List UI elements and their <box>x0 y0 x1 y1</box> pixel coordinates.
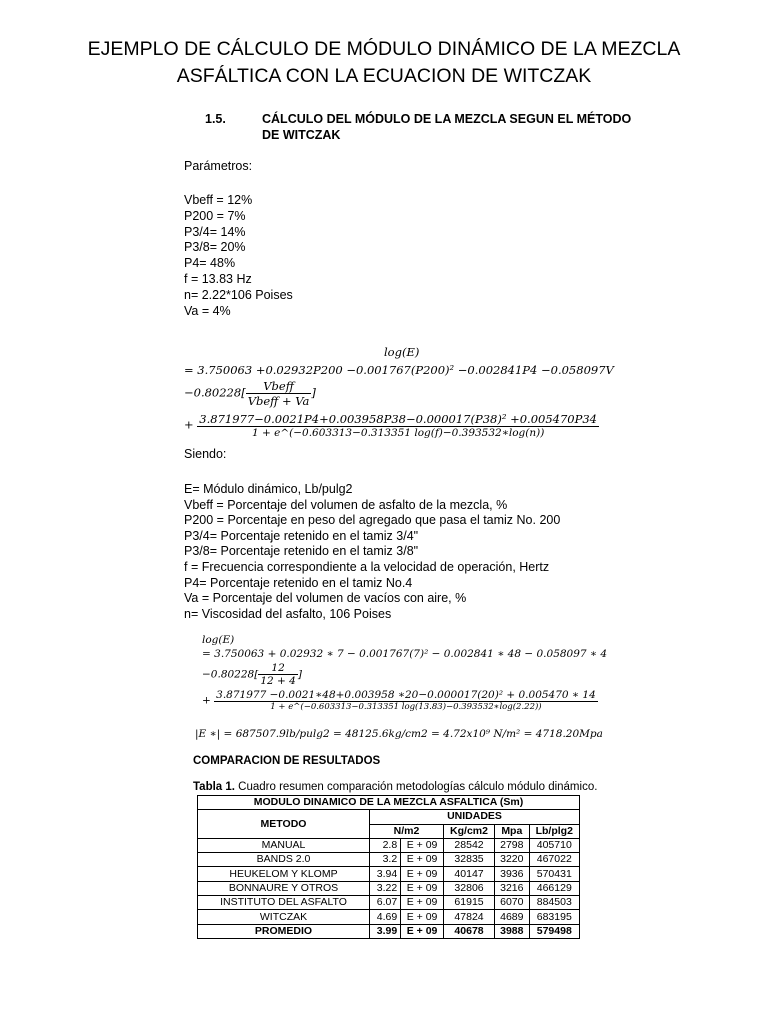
table-row <box>198 867 580 881</box>
cell-metodo: MANUAL <box>198 838 370 852</box>
cell-nm2-mantissa: 3.22 <box>370 881 401 895</box>
big-fraction <box>197 412 599 439</box>
fraction-denominator: Vbeff + Va <box>247 394 310 408</box>
unit-header-kgcm2: Kg/cm2 <box>443 824 494 838</box>
cell-mpa: 3216 <box>495 881 530 895</box>
cell-lbplg2: 570431 <box>529 867 579 881</box>
unit-header-mpa: Mpa <box>495 824 530 838</box>
unit-header-nm2: N/m2 <box>370 824 444 838</box>
cell-kgcm2: 28542 <box>443 838 494 852</box>
table-title: MODULO DINAMICO DE LA MEZCLA ASFALTICA (Sm) <box>198 796 580 810</box>
document-title-line-2: ASFÁLTICA CON LA ECUACION DE WITCZAK <box>176 65 592 87</box>
cell-kgcm2: 40678 <box>443 924 494 938</box>
comparison-heading: COMPARACION DE RESULTADOS <box>193 755 381 767</box>
equation-line-1: = 3.750063 +0.02932P200 −0.001767(P200)² −0.002841P4 −0.058097V <box>184 363 614 377</box>
plus-sign: + <box>184 417 194 432</box>
big-fraction-numerator: 3.871977−0.0021P4+0.003958P38−0.000017(P38)² +0.005470P34 <box>199 412 597 426</box>
parameter-item: n= 2.22*106 Poises <box>184 287 293 302</box>
equation2-lhs: log(E) <box>202 634 235 646</box>
parameter-item: P3/8= 20% <box>184 240 246 255</box>
equation-lhs: log(E) <box>384 345 420 359</box>
metodo-header: METODO <box>198 810 370 839</box>
cell-nm2-mantissa: 3.94 <box>370 867 401 881</box>
cell-mpa: 4689 <box>495 910 530 924</box>
cell-lbplg2: 466129 <box>529 881 579 895</box>
cell-metodo: WITCZAK <box>198 910 370 924</box>
cell-kgcm2: 40147 <box>443 867 494 881</box>
equation2-line-2 <box>202 662 302 687</box>
table-row <box>198 896 580 910</box>
vbeff-fraction <box>246 379 312 408</box>
parameters-label: Parámetros: <box>184 159 253 173</box>
siendo-label: Siendo: <box>184 447 227 461</box>
parameter-item: P200 = 7% <box>184 208 246 223</box>
unit-header-lbplg2: Lb/plg2 <box>529 824 579 838</box>
table-caption <box>193 781 597 793</box>
cell-nm2-mantissa: 3.2 <box>370 853 401 867</box>
equation2-fraction-numerator: 12 <box>258 662 298 675</box>
cell-mpa: 3220 <box>495 853 530 867</box>
section-number: 1.5. <box>205 112 226 126</box>
cell-metodo: BANDS 2.0 <box>198 853 370 867</box>
section-title: CÁLCULO DEL MÓDULO DE LA MEZCLA SEGUN EL MÉTODO DE WITCZAK <box>262 112 632 142</box>
cell-nm2-exponent: E + 09 <box>401 838 444 852</box>
definition-item: Va = Porcentaje del volumen de vacíos con aire, % <box>184 591 467 606</box>
cell-nm2-exponent: E + 09 <box>401 924 444 938</box>
table-row <box>198 853 580 867</box>
equation2-big-numerator: 3.871977 −0.0021∗48+0.003958 ∗20−0.000017(20)² + 0.005470 ∗ 14 <box>216 689 596 701</box>
definition-item: n= Viscosidad del asfalto, 106 Poises <box>184 606 392 621</box>
cell-nm2-mantissa: 3.99 <box>370 924 401 938</box>
parameter-item: f = 13.83 Hz <box>184 271 252 286</box>
definition-item: E= Módulo dinámico, Lb/pulg2 <box>184 482 353 496</box>
equation-bracket-open: −0.80228[ <box>184 385 246 400</box>
equation-line-3 <box>184 412 599 439</box>
table-row <box>198 838 580 852</box>
cell-nm2-exponent: E + 09 <box>401 881 444 895</box>
cell-mpa: 6070 <box>495 896 530 910</box>
cell-lbplg2: 884503 <box>529 896 579 910</box>
cell-lbplg2: 405710 <box>529 838 579 852</box>
definition-item: f = Frecuencia correspondiente a la velocidad de operación, Hertz <box>184 559 550 574</box>
parameter-item: Va = 4% <box>184 303 231 318</box>
parameter-item: P4= 48% <box>184 256 236 271</box>
cell-kgcm2: 61915 <box>443 896 494 910</box>
definition-item: Vbeff = Porcentaje del volumen de asfalto de la mezcla, % <box>184 497 508 512</box>
equation2-line-1: = 3.750063 + 0.02932 ∗ 7 − 0.001767(7)² − 0.002841 ∗ 48 − 0.058097 ∗ 4 <box>202 648 608 660</box>
parameter-item: P3/4= 14% <box>184 224 246 239</box>
table-caption-label: Tabla 1. <box>193 781 235 793</box>
equation-line-2 <box>184 379 316 408</box>
cell-kgcm2: 47824 <box>443 910 494 924</box>
scanned-page <box>184 100 632 955</box>
definitions-list <box>184 482 560 622</box>
definition-item: P4= Porcentaje retenido en el tamiz No.4 <box>184 575 413 590</box>
table-title-row <box>198 796 580 810</box>
cell-metodo: BONNAURE Y OTROS <box>198 881 370 895</box>
cell-kgcm2: 32806 <box>443 881 494 895</box>
big-fraction-denominator: 1 + e^(−0.603313−0.313351 log(f)−0.393532∗log(n)) <box>251 427 545 439</box>
equation2-plus-sign: + <box>202 694 211 707</box>
equation2-result: |E ∗| = 687507.9lb/pulg2 = 48125.6kg/cm2 = 4.72x10⁹ N/m² = 4718.20Mpa <box>195 728 603 740</box>
cell-nm2-exponent: E + 09 <box>401 910 444 924</box>
cell-metodo: INSTITUTO DEL ASFALTO <box>198 896 370 910</box>
table-row <box>198 881 580 895</box>
fraction-numerator: Vbeff <box>246 379 312 394</box>
cell-nm2-exponent: E + 09 <box>401 896 444 910</box>
cell-metodo: HEUKELOM Y KLOMP <box>198 867 370 881</box>
equation2-fraction-denominator: 12 + 4 <box>260 675 296 687</box>
equation-bracket-close: ] <box>311 385 316 400</box>
definition-item: P200 = Porcentaje en peso del agregado que pasa el tamiz No. 200 <box>184 513 561 528</box>
cell-nm2-mantissa: 6.07 <box>370 896 401 910</box>
document-title <box>0 36 768 90</box>
cell-lbplg2: 579498 <box>529 924 579 938</box>
equation2-big-denominator: 1 + e^(−0.603313−0.313351 log(13.83)−0.393532∗log(2.22)) <box>270 702 542 712</box>
cell-nm2-mantissa: 2.8 <box>370 838 401 852</box>
cell-lbplg2: 467022 <box>529 853 579 867</box>
equation2-fraction <box>258 662 298 687</box>
cell-mpa: 3936 <box>495 867 530 881</box>
cell-metodo: PROMEDIO <box>198 924 370 938</box>
cell-mpa: 2798 <box>495 838 530 852</box>
cell-nm2-mantissa: 4.69 <box>370 910 401 924</box>
document-title-line-1: EJEMPLO DE CÁLCULO DE MÓDULO DINÁMICO DE LA MEZCLA <box>87 38 681 60</box>
parameters-list <box>184 193 293 319</box>
equation2-big-fraction <box>214 689 598 712</box>
cell-nm2-exponent: E + 09 <box>401 853 444 867</box>
cell-nm2-exponent: E + 09 <box>401 867 444 881</box>
definition-item: P3/8= Porcentaje retenido en el tamiz 3/8" <box>184 544 419 559</box>
table-caption-text: Cuadro resumen comparación metodologías cálculo módulo dinámico. <box>234 781 598 793</box>
cell-kgcm2: 32835 <box>443 853 494 867</box>
equation2-bracket-close: ] <box>297 668 302 681</box>
equation2-bracket-open: −0.80228[ <box>202 668 259 681</box>
definition-item: P3/4= Porcentaje retenido en el tamiz 3/4" <box>184 528 419 543</box>
cell-mpa: 3988 <box>495 924 530 938</box>
cell-lbplg2: 683195 <box>529 910 579 924</box>
unidades-header: UNIDADES <box>370 810 580 824</box>
table-row <box>198 910 580 924</box>
equation2-line-3 <box>202 689 598 712</box>
parameter-item: Vbeff = 12% <box>184 193 253 207</box>
results-table <box>197 795 580 939</box>
average-row <box>198 924 580 938</box>
table-header-row <box>198 810 580 824</box>
